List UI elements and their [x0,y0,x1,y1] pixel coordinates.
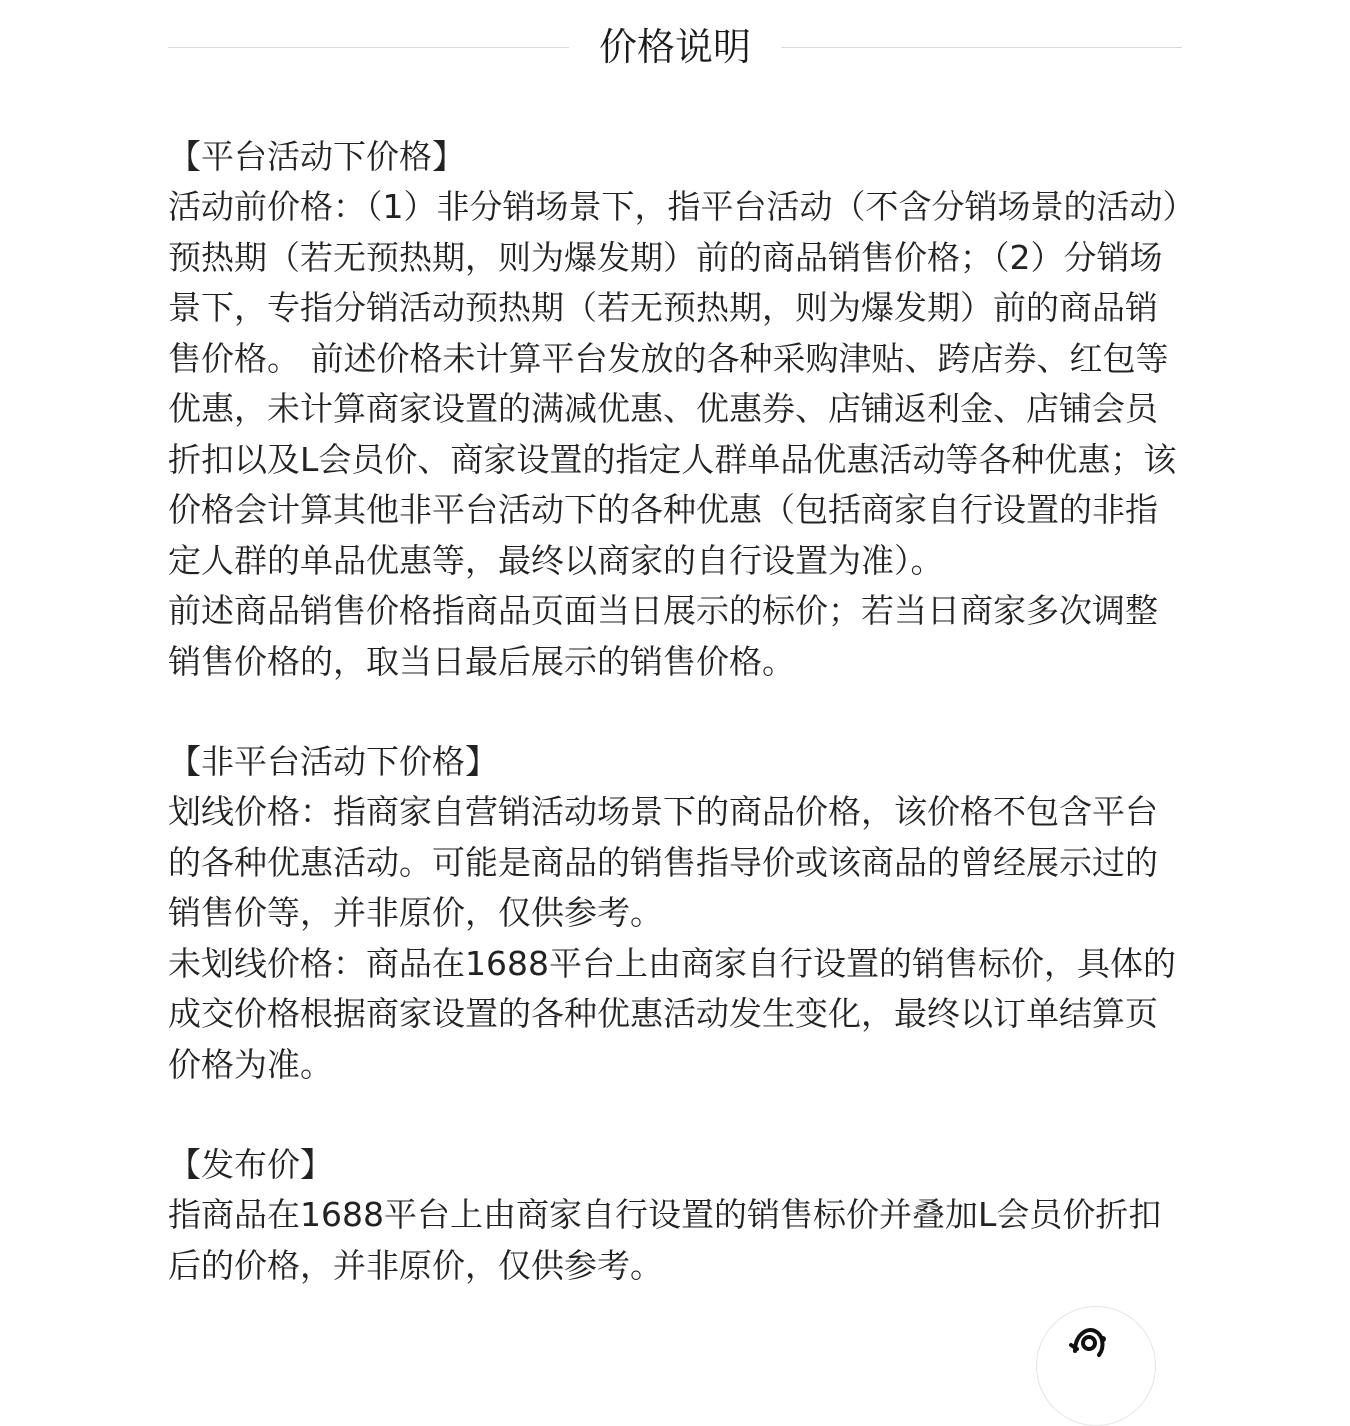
header-divider-left [168,47,569,48]
header-divider-right [781,47,1182,48]
section-release-price [168,1140,1182,1291]
page-header [168,18,1182,76]
section-heading: 【平台活动下价格】 [168,137,465,176]
section-paragraph: 未划线价格：商品在1688平台上由商家自行设置的销售标价，具体的成交价格根据商家设置的各种优惠活动发生变化，最终以订单结算页价格为准。 [168,943,1176,1084]
section-paragraph: 活动前价格：（1）非分销场景下，指平台活动（不含分销场景的活动）预热期（若无预热期，则为爆发期）前的商品销售价格；（2）分销场景下，专指分销活动预热期（若无预热期，则为爆发期）前的商品销售价格。 前述价格未计算平台发放的各种采购津贴、跨店券、红包等优惠，未计算商家设置的满减优惠、优惠券、店铺返利金、店铺会员折扣以及L会员价、商家设置的指定人群单品优惠活动等各种优惠；该价格会计算其他非平台活动下的各种优惠（包括商家自行设置的非指定人群的单品优惠等，最终以商家的自行设置为准）。 [168,187,1179,580]
section-paragraph: 指商品在1688平台上由商家自行设置的销售标价并叠加L会员价折扣后的价格，并非原价，仅供参考。 [168,1195,1162,1285]
section-platform-activity-price [168,132,1182,687]
section-non-platform-activity-price [168,737,1182,1090]
page-title: 价格说明 [599,25,752,69]
section-heading: 【发布价】 [168,1145,333,1184]
section-paragraph: 前述商品销售价格指商品页面当日展示的标价；若当日商家多次调整销售价格的，取当日最后展示的销售价格。 [168,591,1158,681]
customer-service-icon [1065,1321,1115,1361]
price-explanation-content [168,132,1182,1341]
floating-service-button[interactable] [1036,1306,1156,1426]
section-heading: 【非平台活动下价格】 [168,742,498,781]
section-paragraph: 划线价格：指商家自营销活动场景下的商品价格，该价格不包含平台的各种优惠活动。可能是商品的销售指导价或该商品的曾经展示过的销售价等，并非原价，仅供参考。 [168,792,1158,932]
